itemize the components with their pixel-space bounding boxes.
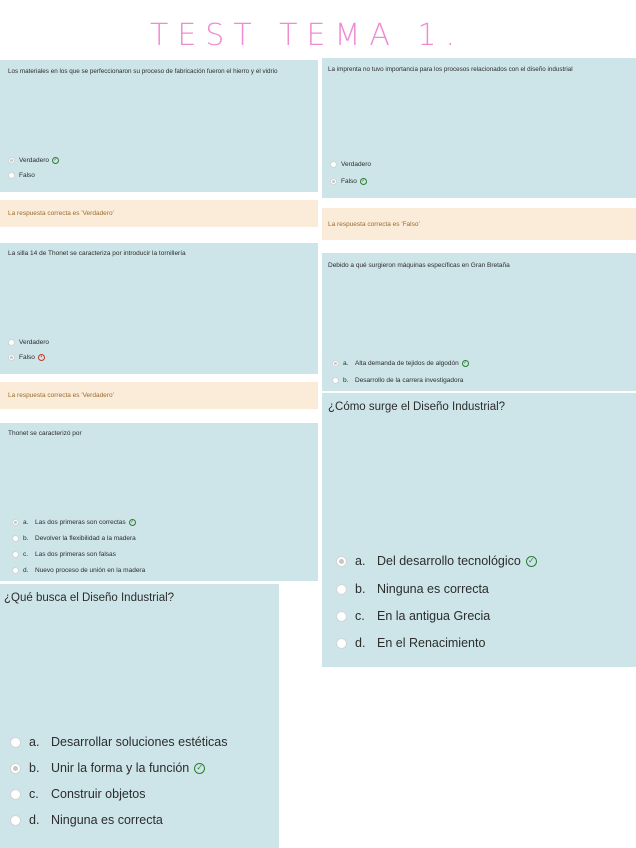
question-card-thonet	[0, 423, 318, 581]
question-card-materials	[0, 60, 318, 192]
option-false[interactable]: Falso •	[8, 354, 45, 361]
check-circle-icon: ✓	[194, 763, 205, 774]
question-text: Thonet se caracterizó por	[8, 430, 82, 437]
radio[interactable]	[10, 815, 21, 826]
question-card-origin	[322, 393, 636, 667]
check-circle-icon: ✓	[53, 157, 58, 163]
question-text: Los materiales en los que se perfeccionaron su proceso de fabricación fueron el hierro y el vidrio	[8, 68, 278, 75]
option-c[interactable]: c. Las dos primeras son falsas	[12, 551, 116, 558]
option-b[interactable]: b. Desarrollo de la carrera investigadora	[332, 377, 463, 384]
option-c[interactable]: c. En la antigua Grecia	[336, 609, 490, 623]
check-circle-icon: ✓	[526, 556, 537, 567]
option-false[interactable]: Falso	[8, 172, 35, 179]
option-false[interactable]: Falso ✓	[330, 178, 367, 185]
option-d[interactable]: d. Nuevo proceso de unión en la madera	[12, 567, 145, 574]
radio[interactable]	[332, 377, 339, 384]
option-c[interactable]: c. Construir objetos	[10, 787, 146, 801]
radio[interactable]	[336, 584, 347, 595]
option-true[interactable]: Verdadero	[8, 339, 49, 346]
question-text: Debido a qué surgieron máquinas específicas en Gran Bretaña	[328, 262, 510, 269]
radio-selected[interactable]	[8, 157, 15, 164]
option-d[interactable]: d. Ninguna es correcta	[10, 813, 163, 827]
incorrect-circle-icon: •	[38, 354, 45, 361]
option-b[interactable]: b. Devolver la flexibilidad a la madera	[12, 535, 136, 542]
radio[interactable]	[12, 551, 19, 558]
feedback-box: La respuesta correcta es 'Verdadero'	[0, 382, 318, 409]
question-text: La imprenta no tuvo importancia para los procesos relacionados con el diseño industrial	[328, 66, 573, 73]
question-card-britain	[322, 253, 636, 391]
radio[interactable]	[330, 161, 337, 168]
question-card-design-goal	[0, 584, 279, 848]
feedback-box: La respuesta correcta es 'Falso'	[322, 208, 636, 240]
page-title: TEST TEMA 1.	[150, 18, 465, 53]
check-circle-icon: ✓	[463, 360, 468, 366]
question-card-thonet-chair	[0, 243, 318, 374]
option-a[interactable]: a. Las dos primeras son correctas ✓	[12, 519, 136, 526]
radio-selected[interactable]	[330, 178, 337, 185]
radio[interactable]	[8, 339, 15, 346]
question-text: La silla 14 de Thonet se caracteriza por introducir la tornillería	[8, 250, 186, 257]
check-circle-icon: ✓	[361, 178, 366, 184]
radio-selected[interactable]	[10, 763, 21, 774]
radio[interactable]	[8, 172, 15, 179]
radio[interactable]	[10, 789, 21, 800]
question-text: ¿Qué busca el Diseño Industrial?	[4, 592, 175, 604]
radio[interactable]	[336, 638, 347, 649]
option-true[interactable]: Verdadero ✓	[8, 157, 59, 164]
option-b[interactable]: b. Unir la forma y la función ✓	[10, 761, 205, 775]
option-true[interactable]: Verdadero	[330, 161, 371, 168]
radio-selected[interactable]	[8, 354, 15, 361]
option-b[interactable]: b. Ninguna es correcta	[336, 582, 489, 596]
radio[interactable]	[336, 611, 347, 622]
radio[interactable]	[10, 737, 21, 748]
radio-selected[interactable]	[332, 360, 339, 367]
check-circle-icon: ✓	[130, 519, 135, 525]
radio[interactable]	[12, 567, 19, 574]
option-d[interactable]: d. En el Renacimiento	[336, 636, 485, 650]
option-a[interactable]: a. Del desarrollo tecnológico ✓	[336, 554, 537, 568]
radio-selected[interactable]	[12, 519, 19, 526]
option-a[interactable]: a. Alta demanda de tejidos de algodón ✓	[332, 360, 469, 367]
question-text: ¿Cómo surge el Diseño Industrial?	[328, 401, 506, 413]
question-card-printing	[322, 58, 636, 198]
feedback-box: La respuesta correcta es 'Verdadero'	[0, 200, 318, 227]
radio-selected[interactable]	[336, 556, 347, 567]
option-a[interactable]: a. Desarrollar soluciones estéticas	[10, 735, 227, 749]
radio[interactable]	[12, 535, 19, 542]
